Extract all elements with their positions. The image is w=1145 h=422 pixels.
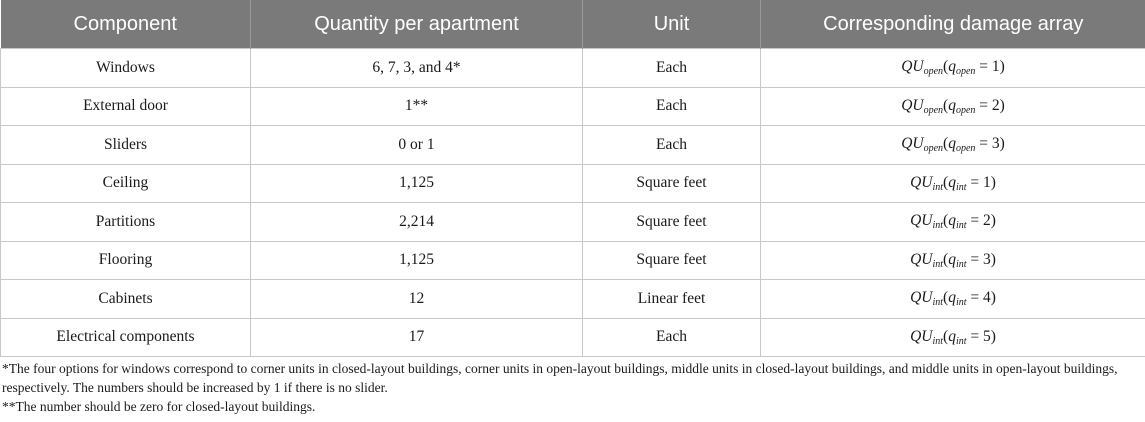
cell-damage-array: $QU_{open}(q_{open} = 2)$ bbox=[761, 87, 1145, 126]
array-subscript: open bbox=[923, 66, 944, 78]
cell-component: Electrical components bbox=[1, 318, 251, 357]
array-variable: q bbox=[948, 135, 956, 153]
table-footnotes bbox=[2, 359, 1137, 416]
array-subscript: int bbox=[932, 335, 944, 347]
cell-component: Windows bbox=[1, 49, 251, 88]
cell-quantity: 1,125 bbox=[251, 164, 583, 203]
table-row bbox=[1, 241, 1145, 280]
header-row bbox=[1, 0, 1145, 49]
cell-quantity: 0 or 1 bbox=[251, 126, 583, 165]
array-equals: = 3) bbox=[966, 250, 996, 268]
cell-unit: Each bbox=[583, 49, 761, 88]
cell-quantity: 1,125 bbox=[251, 241, 583, 280]
footnote-1: *The four options for windows correspond to corner units in closed-layout buildings, corner units in open-layout buildings, middle units in closed-layout buildings, and middle units in open-layout buildings, respectively. The numbers should be increased by 1 if there is no slider. bbox=[2, 361, 1118, 395]
cell-damage-array: $QU_{int}(q_{int} = 5)$ bbox=[761, 318, 1145, 357]
array-equals: = 1) bbox=[966, 173, 996, 191]
array-base: QU bbox=[910, 173, 933, 191]
array-variable: q bbox=[948, 212, 956, 230]
array-base: QU bbox=[910, 212, 933, 230]
array-subscript: int bbox=[932, 181, 944, 193]
array-equals: = 5) bbox=[966, 327, 996, 345]
cell-unit: Each bbox=[583, 318, 761, 357]
table-row bbox=[1, 87, 1145, 126]
cell-component: Partitions bbox=[1, 203, 251, 242]
header-damage-array: Corresponding damage array bbox=[761, 0, 1145, 49]
array-subscript: int bbox=[932, 258, 944, 270]
cell-unit: Linear feet bbox=[583, 280, 761, 319]
cell-component: Sliders bbox=[1, 126, 251, 165]
table-row bbox=[1, 164, 1145, 203]
footnote-2: **The number should be zero for closed-layout buildings. bbox=[2, 399, 316, 414]
cell-unit: Square feet bbox=[583, 241, 761, 280]
cell-component: Ceiling bbox=[1, 164, 251, 203]
array-variable: q bbox=[948, 250, 956, 268]
array-variable: q bbox=[948, 96, 956, 114]
cell-component: Flooring bbox=[1, 241, 251, 280]
cell-unit: Each bbox=[583, 87, 761, 126]
cell-quantity: 1** bbox=[251, 87, 583, 126]
array-variable: q bbox=[948, 58, 956, 76]
cell-damage-array: $QU_{int}(q_{int} = 4)$ bbox=[761, 280, 1145, 319]
array-variable-subscript: open bbox=[955, 104, 976, 116]
cell-damage-array: $QU_{open}(q_{open} = 3)$ bbox=[761, 126, 1145, 165]
array-variable: q bbox=[948, 327, 956, 345]
cell-damage-array: $QU_{int}(q_{int} = 3)$ bbox=[761, 241, 1145, 280]
array-equals: = 2) bbox=[975, 96, 1005, 114]
array-variable-subscript: int bbox=[955, 258, 967, 270]
table-row bbox=[1, 280, 1145, 319]
cell-damage-array: $QU_{int}(q_{int} = 1)$ bbox=[761, 164, 1145, 203]
table-body bbox=[1, 49, 1145, 357]
cell-component: External door bbox=[1, 87, 251, 126]
cell-quantity: 17 bbox=[251, 318, 583, 357]
cell-damage-array: $QU_{open}(q_{open} = 1)$ bbox=[761, 49, 1145, 88]
array-subscript: open bbox=[923, 143, 944, 155]
array-variable: q bbox=[948, 289, 956, 307]
array-variable-subscript: int bbox=[955, 181, 967, 193]
array-variable-subscript: int bbox=[955, 297, 967, 309]
array-base: QU bbox=[901, 96, 924, 114]
array-equals: = 2) bbox=[966, 212, 996, 230]
cell-quantity: 2,214 bbox=[251, 203, 583, 242]
cell-unit: Each bbox=[583, 126, 761, 165]
cell-component: Cabinets bbox=[1, 280, 251, 319]
array-base: QU bbox=[910, 289, 933, 307]
table-row bbox=[1, 203, 1145, 242]
table-row bbox=[1, 49, 1145, 88]
cell-quantity: 12 bbox=[251, 280, 583, 319]
array-variable-subscript: open bbox=[955, 143, 976, 155]
array-subscript: open bbox=[923, 104, 944, 116]
cell-quantity: 6, 7, 3, and 4* bbox=[251, 49, 583, 88]
cell-damage-array: $QU_{int}(q_{int} = 2)$ bbox=[761, 203, 1145, 242]
cell-unit: Square feet bbox=[583, 164, 761, 203]
table-row bbox=[1, 126, 1145, 165]
header-unit: Unit bbox=[583, 0, 761, 49]
array-equals: = 3) bbox=[975, 135, 1005, 153]
array-equals: = 4) bbox=[966, 289, 996, 307]
array-variable-subscript: open bbox=[955, 66, 976, 78]
array-base: QU bbox=[910, 250, 933, 268]
array-base: QU bbox=[901, 58, 924, 76]
array-subscript: int bbox=[932, 220, 944, 232]
array-base: QU bbox=[910, 327, 933, 345]
array-base: QU bbox=[901, 135, 924, 153]
table-header bbox=[1, 0, 1145, 49]
cell-unit: Square feet bbox=[583, 203, 761, 242]
header-quantity: Quantity per apartment bbox=[251, 0, 583, 49]
array-subscript: int bbox=[932, 297, 944, 309]
table-row bbox=[1, 318, 1145, 357]
array-variable-subscript: int bbox=[955, 220, 967, 232]
array-variable: q bbox=[948, 173, 956, 191]
header-component: Component bbox=[1, 0, 251, 49]
array-equals: = 1) bbox=[975, 58, 1005, 76]
array-variable-subscript: int bbox=[955, 335, 967, 347]
